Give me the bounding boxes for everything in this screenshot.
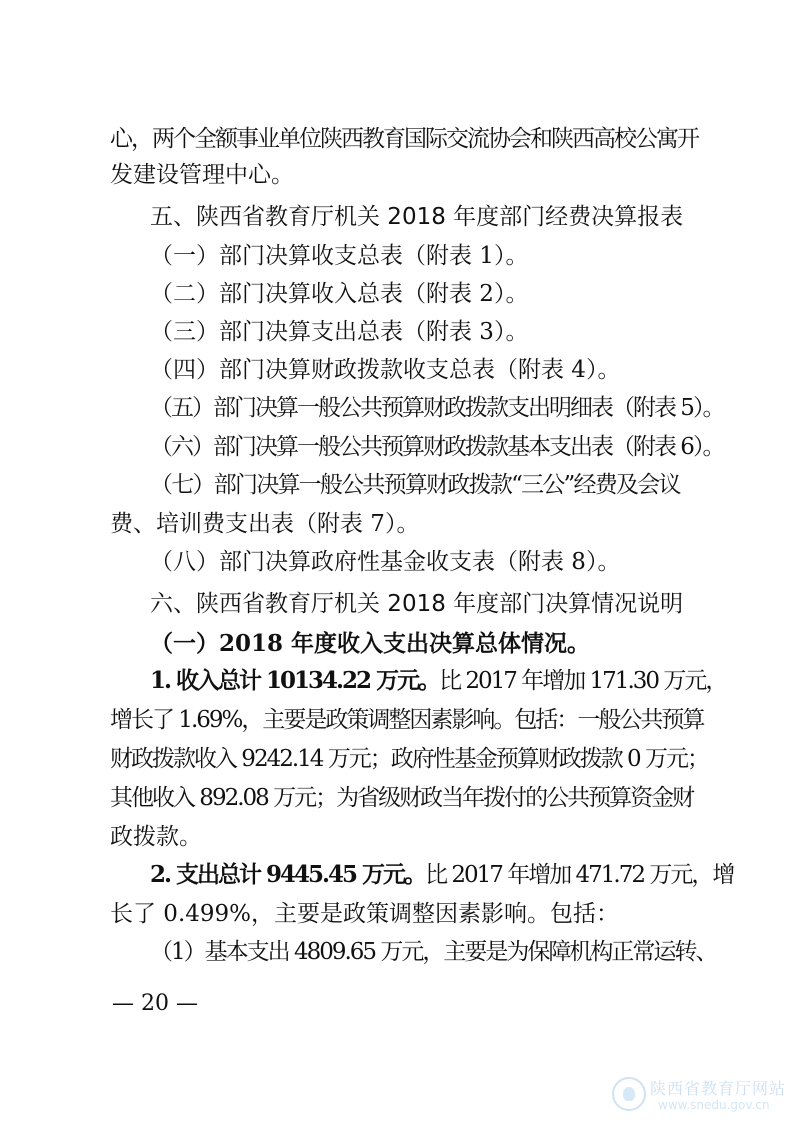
line-rest: 比 2017 年增加 171.30 万元， bbox=[439, 668, 727, 694]
text-line bbox=[150, 667, 726, 695]
text-line: （一）2018 年度收入支出决算总体情况。 bbox=[150, 630, 591, 657]
text-line: （一）部门决算收支总表（附表 1）。 bbox=[150, 243, 529, 269]
text-line bbox=[150, 861, 733, 889]
text-line: 费、培训费支出表（附表 7）。 bbox=[110, 511, 420, 537]
site-watermark bbox=[612, 1075, 787, 1117]
bold-lead: 1. 收入总计 10134.22 万元。 bbox=[150, 667, 440, 694]
watermark-url: www.snedu.gov.cn bbox=[658, 1098, 770, 1112]
text-line: 增长了 1.69%，主要是政策调整因素影响。包括：一般公共预算 bbox=[110, 707, 704, 733]
text-line: （三）部门决算支出总表（附表 3）。 bbox=[150, 319, 529, 345]
bold-lead: 2. 支出总计 9445.45 万元。 bbox=[150, 861, 426, 888]
text-line: 发建设管理中心。 bbox=[110, 162, 294, 188]
text-line: 政拨款。 bbox=[110, 824, 202, 850]
text-line: （二）部门决算收入总表（附表 2）。 bbox=[150, 281, 529, 307]
text-line: 六、陕西省教育厅机关 2018 年度部门决算情况说明 bbox=[150, 591, 684, 617]
text-line: （五）部门决算一般公共预算财政拨款支出明细表（附表 5）。 bbox=[150, 395, 724, 421]
page-number: — 20 — bbox=[112, 991, 198, 1016]
text-line: （1）基本支出 4809.65 万元，主要是为保障机构正常运转、 bbox=[150, 939, 717, 965]
text-line: 五、陕西省教育厅机关 2018 年度部门经费决算报表 bbox=[150, 204, 684, 230]
line-rest: 比 2017 年增加 471.72 万元，增 bbox=[425, 862, 734, 888]
text-line: 长了 0.499%，主要是政策调整因素影响。包括： bbox=[110, 901, 620, 927]
text-line: （六）部门决算一般公共预算财政拨款基本支出表（附表 6）。 bbox=[150, 434, 724, 460]
text-line: 财政拨款收入 9242.14 万元；政府性基金预算财政拨款 0 万元； bbox=[110, 746, 708, 772]
text-line: （四）部门决算财政拨款收支总表（附表 4）。 bbox=[150, 357, 621, 383]
watermark-title: 陕西省教育厅网站 bbox=[650, 1079, 787, 1098]
text-line: 其他收入 892.08 万元；为省级财政当年拨付的公共预算资金财 bbox=[110, 785, 694, 811]
text-line: （八）部门决算政府性基金收支表（附表 8）。 bbox=[150, 549, 621, 575]
text-line: 心，两个全额事业单位陕西教育国际交流协会和陕西高校公寓开 bbox=[110, 126, 698, 152]
site-logo-icon bbox=[612, 1077, 646, 1111]
text-line: （七）部门决算一般公共预算财政拨款“三公”经费及会议 bbox=[150, 472, 680, 498]
